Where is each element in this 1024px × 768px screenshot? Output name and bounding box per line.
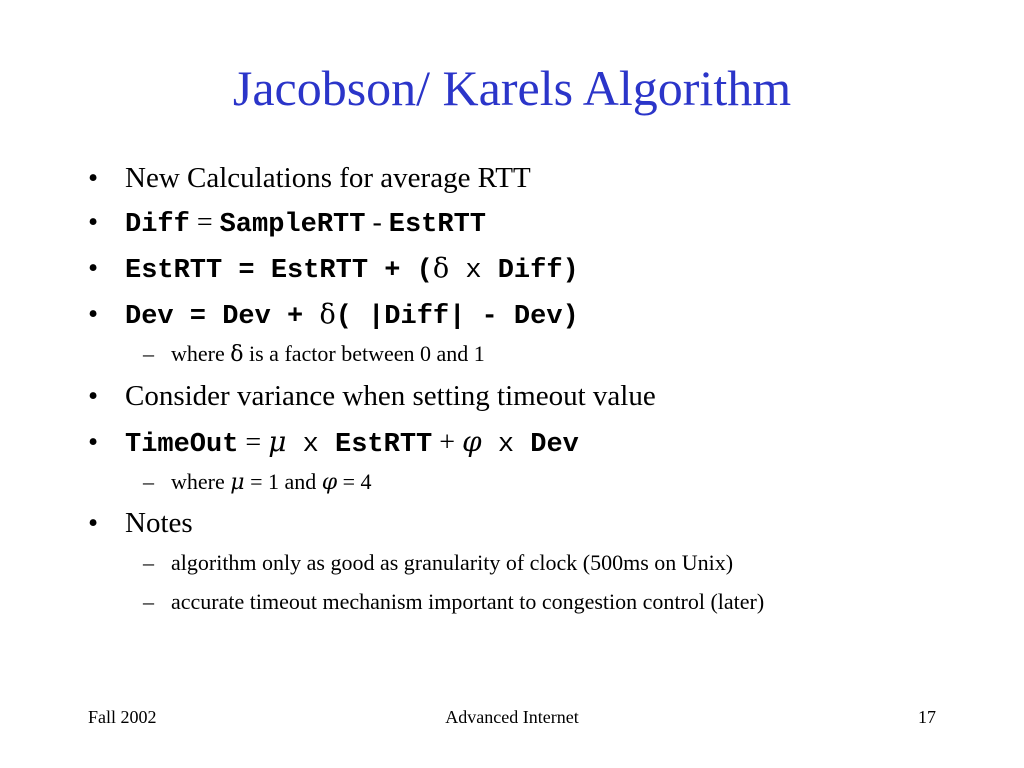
formula-estrtt-post: Diff) <box>497 256 579 286</box>
sub-bullet-delta-note: – where δ is a factor between 0 and 1 <box>143 341 485 367</box>
formula-diff: Diff <box>125 210 190 240</box>
formula-estrtt-pre: EstRTT = EstRTT + ( <box>125 256 433 286</box>
bullet-marker: • <box>88 298 99 330</box>
bullet-timeout-formula <box>88 424 579 463</box>
bullet-dev-formula <box>88 296 579 335</box>
formula-samplertt: SampleRTT <box>219 210 366 240</box>
bullet-marker: • <box>88 426 99 458</box>
bullet-marker: • <box>88 380 99 412</box>
delta-symbol: δ <box>319 299 336 330</box>
bullet-marker: • <box>88 162 99 194</box>
bullet-marker: • <box>88 252 99 284</box>
phi-symbol: φ <box>321 470 338 495</box>
times-symbol: x <box>465 256 482 286</box>
delta-symbol: δ <box>432 253 450 284</box>
dash-marker: – <box>143 469 154 494</box>
bullet-text: New Calculations for average RTT <box>125 162 531 194</box>
bullet-text: Notes <box>125 507 193 539</box>
formula-dev-post: ( |Diff| - Dev) <box>335 302 579 332</box>
formula-plus: + <box>432 427 463 458</box>
formula-minus: - <box>372 207 382 238</box>
slide-title: Jacobson/ Karels Algorithm <box>232 60 792 116</box>
formula-estrtt: EstRTT <box>388 210 486 240</box>
delta-symbol: δ <box>230 342 244 367</box>
bullet-consider-variance <box>88 378 656 414</box>
dash-marker: – <box>143 589 154 614</box>
formula-equals: = <box>196 207 213 238</box>
bullet-new-calculations <box>88 160 531 196</box>
bullet-marker: • <box>88 206 99 238</box>
bullet-marker: • <box>88 507 99 539</box>
dash-marker: – <box>143 550 154 575</box>
phi-symbol: φ <box>462 425 482 458</box>
footer-date: Fall 2002 <box>88 707 157 727</box>
sub-bullet-mu-phi-note: – where μ = 1 and φ = 4 <box>143 469 372 495</box>
bullet-diff-formula <box>88 204 486 243</box>
formula-estrtt: EstRTT <box>335 430 433 460</box>
bullet-notes <box>88 505 193 541</box>
sub-bullet-granularity <box>143 549 733 577</box>
sub-bullet-text: accurate timeout mechanism important to congestion control (later) <box>171 589 765 614</box>
footer-course: Advanced Internet <box>445 707 579 727</box>
formula-equals: = <box>238 427 269 458</box>
bullet-text: Consider variance when setting timeout value <box>125 380 656 412</box>
formula-timeout: TimeOut <box>125 430 239 460</box>
dash-marker: – <box>143 341 154 366</box>
footer-page-number: 17 <box>918 707 936 727</box>
times-symbol: x <box>286 430 336 460</box>
bullet-estrtt-formula <box>88 250 579 289</box>
sub-bullet-timeout-mechanism <box>143 588 764 616</box>
mu-symbol: μ <box>268 425 287 458</box>
times-symbol: x <box>481 430 531 460</box>
sub-bullet-text: algorithm only as good as granularity of clock (500ms on Unix) <box>171 550 734 575</box>
formula-dev-pre: Dev = Dev + <box>125 302 320 332</box>
mu-symbol: μ <box>230 470 245 495</box>
formula-dev: Dev <box>530 430 579 460</box>
